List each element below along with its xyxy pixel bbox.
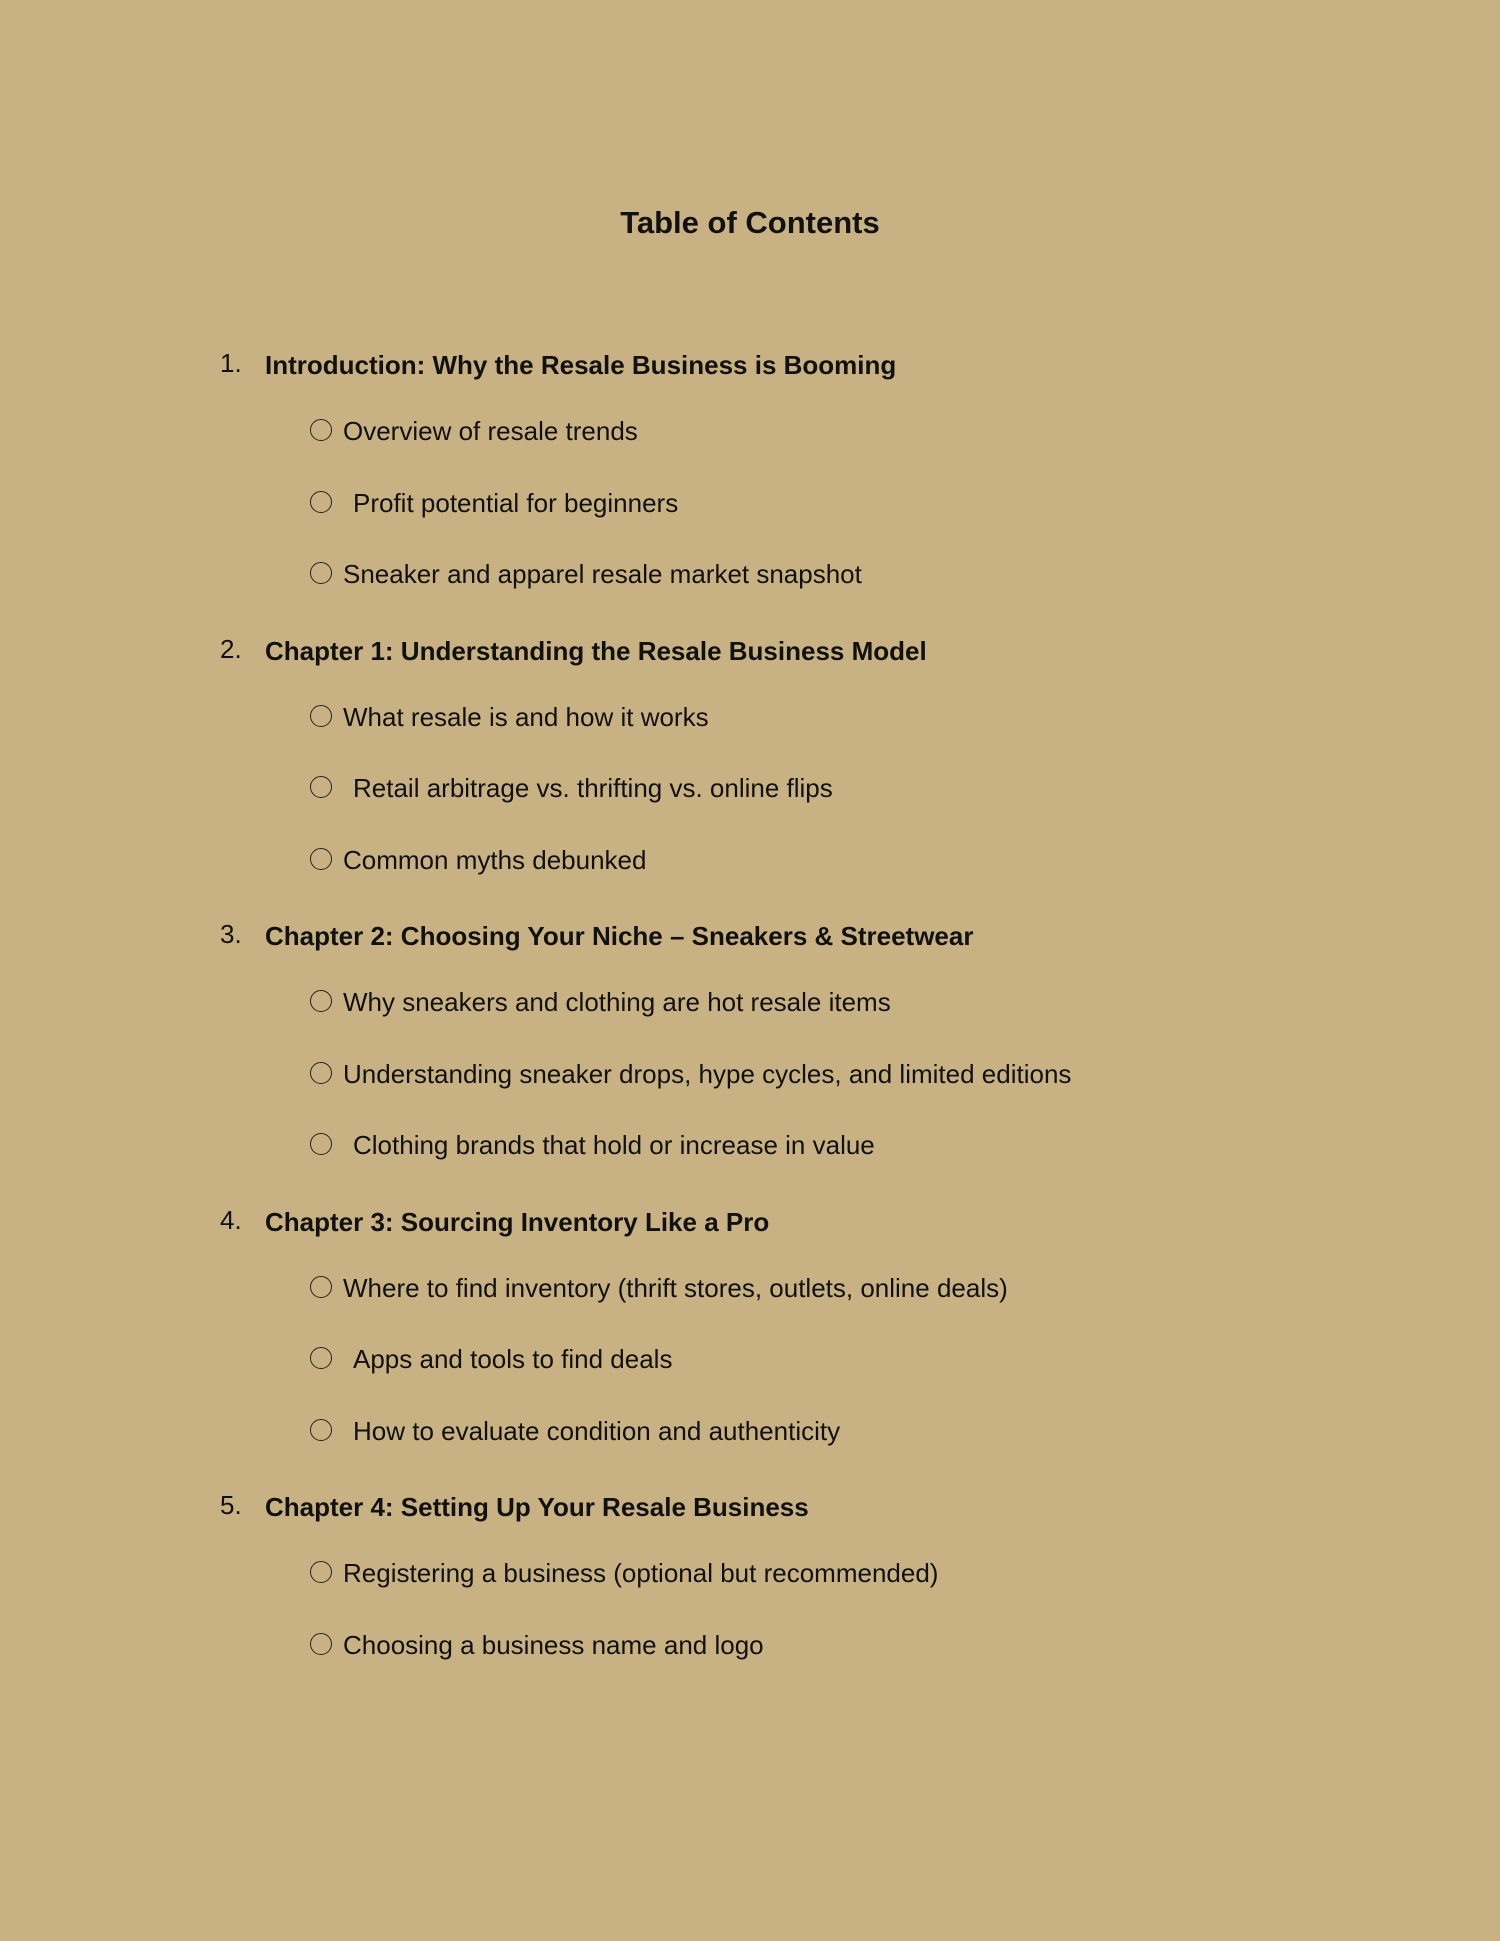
subtopic-item: [0, 1127, 1500, 1199]
chapter-heading: [0, 1199, 1500, 1270]
subtopic-text: Profit potential for beginners: [353, 487, 679, 518]
subtopic-item: [0, 1341, 1500, 1413]
page-title: Table of Contents: [620, 205, 880, 240]
circle-bullet-icon: [310, 562, 332, 584]
chapter-heading: [0, 342, 1500, 413]
chapter-number: 5.: [220, 1490, 242, 1520]
chapter-title: Chapter 3: Sourcing Inventory Like a Pro: [265, 1206, 770, 1237]
subtopic-text: Registering a business (optional but recommended): [343, 1558, 939, 1588]
subtopic-text: Retail arbitrage vs. thrifting vs. online flips: [353, 773, 833, 803]
subtopic-item: [0, 1555, 1500, 1627]
table-of-contents-list: [0, 342, 1500, 1698]
circle-bullet-icon: [310, 491, 332, 513]
chapter-title: Chapter 1: Understanding the Resale Business Model: [265, 635, 927, 666]
subtopic-item: [0, 842, 1500, 914]
chapter-entry: [0, 628, 1500, 914]
chapter-title: Introduction: Why the Resale Business is Booming: [265, 350, 897, 380]
circle-bullet-icon: [310, 705, 332, 727]
subtopic-item: [0, 1270, 1500, 1342]
chapter-entry: [0, 913, 1500, 1199]
subtopic-text: What resale is and how it works: [343, 701, 709, 732]
circle-bullet-icon: [310, 1633, 332, 1655]
subtopic-text: Common myths debunked: [343, 844, 647, 875]
subtopic-text: Overview of resale trends: [343, 416, 638, 446]
subtopic-list: [0, 699, 1500, 914]
chapter-title: Chapter 2: Choosing Your Niche – Sneakers & Streetwear: [265, 921, 974, 951]
subtopic-list: [0, 1270, 1500, 1485]
subtopic-text: Understanding sneaker drops, hype cycles, and limited editions: [343, 1058, 1072, 1089]
subtopic-text: Where to find inventory (thrift stores, outlets, online deals): [343, 1272, 1008, 1303]
subtopic-list: [0, 413, 1500, 628]
subtopic-item: [0, 1627, 1500, 1699]
subtopic-text: Sneaker and apparel resale market snapshot: [343, 559, 862, 589]
chapter-heading: [0, 913, 1500, 984]
chapter-heading: [0, 1484, 1500, 1555]
subtopic-item: [0, 485, 1500, 557]
circle-bullet-icon: [310, 1419, 332, 1441]
chapter-number: 4.: [220, 1204, 242, 1235]
subtopic-item: [0, 699, 1500, 771]
subtopic-text: Why sneakers and clothing are hot resale items: [343, 987, 891, 1017]
subtopic-list: [0, 1555, 1500, 1698]
subtopic-item: [0, 413, 1500, 485]
subtopic-text: Choosing a business name and logo: [343, 1629, 764, 1660]
chapter-entry: [0, 1199, 1500, 1485]
subtopic-item: [0, 1056, 1500, 1128]
subtopic-list: [0, 984, 1500, 1199]
chapter-entry: [0, 1484, 1500, 1698]
subtopic-item: [0, 556, 1500, 628]
chapter-number: 1.: [220, 348, 242, 378]
chapter-heading: [0, 628, 1500, 699]
subtopic-text: Apps and tools to find deals: [353, 1344, 673, 1374]
circle-bullet-icon: [310, 1062, 332, 1084]
subtopic-text: Clothing brands that hold or increase in value: [353, 1130, 875, 1160]
circle-bullet-icon: [310, 1276, 332, 1298]
circle-bullet-icon: [310, 776, 332, 798]
circle-bullet-icon: [310, 1347, 332, 1369]
circle-bullet-icon: [310, 1561, 332, 1583]
subtopic-item: [0, 770, 1500, 842]
subtopic-text: How to evaluate condition and authenticity: [353, 1415, 841, 1446]
chapter-title: Chapter 4: Setting Up Your Resale Business: [265, 1492, 809, 1522]
chapter-entry: [0, 342, 1500, 628]
circle-bullet-icon: [310, 848, 332, 870]
circle-bullet-icon: [310, 990, 332, 1012]
circle-bullet-icon: [310, 1133, 332, 1155]
circle-bullet-icon: [310, 419, 332, 441]
subtopic-item: [0, 984, 1500, 1056]
subtopic-item: [0, 1413, 1500, 1485]
chapter-number: 2.: [220, 633, 242, 664]
chapter-number: 3.: [220, 919, 242, 949]
